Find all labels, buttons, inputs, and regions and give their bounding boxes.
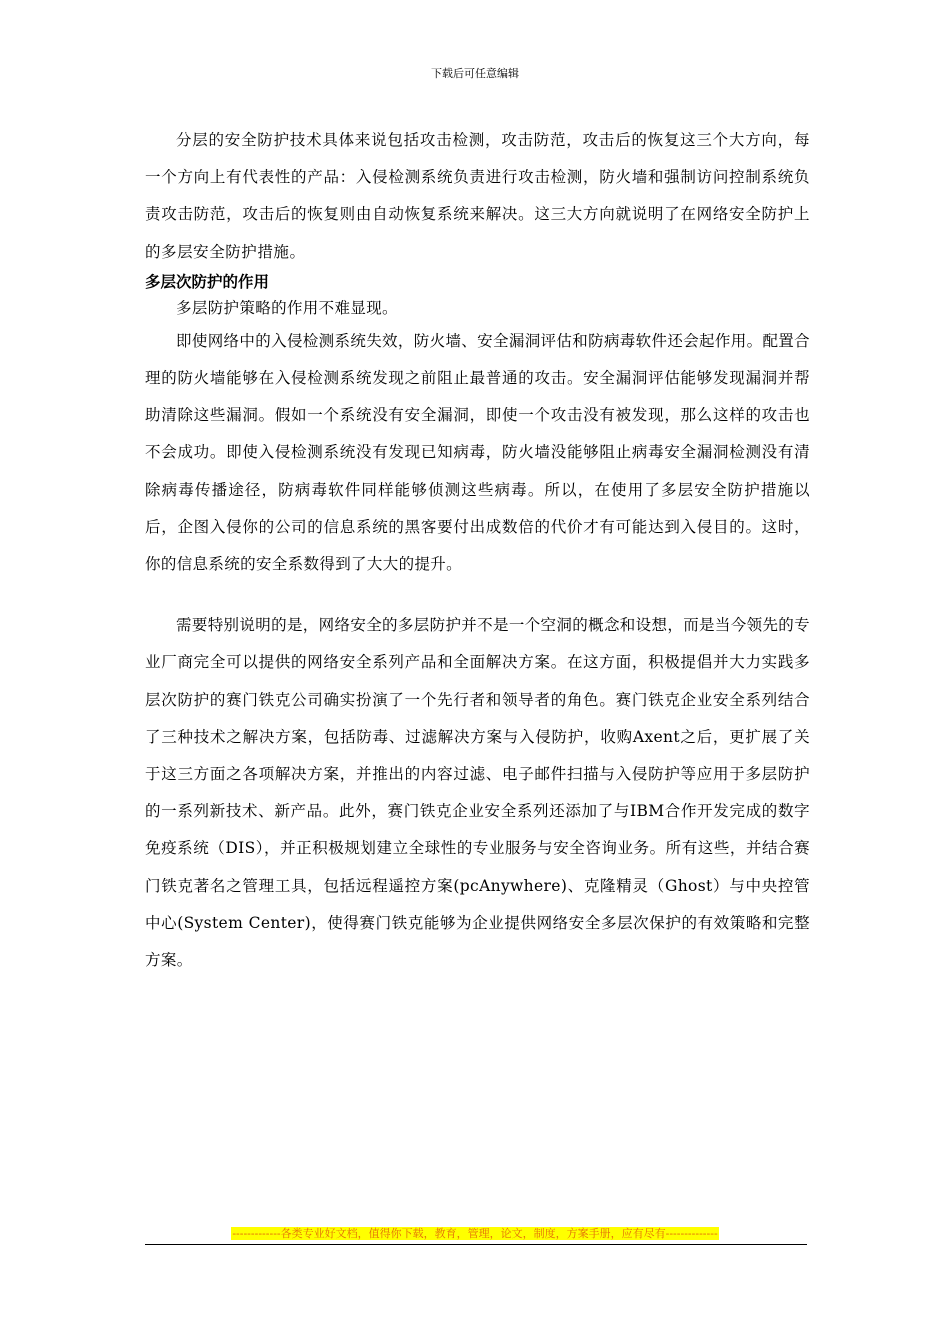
paragraph: 分层的安全防护技术具体来说包括攻击检测，攻击防范，攻击后的恢复这三个大方向，每一个方向上有代表性的产品：入侵检测系统负责进行攻击检测，防火墙和强制访问控制系统负责攻击防范，攻击后的恢复则由自动恢复系统来解决。这三大方向就说明了在网络安全防护上的多层安全防护措施。 xyxy=(145,131,810,261)
paragraph-spacer xyxy=(145,583,810,607)
paragraph: 需要特别说明的是，网络安全的多层防护并不是一个空洞的概念和设想，而是当今领先的专业厂商完全可以提供的网络安全系列产品和全面解决方案。在这方面，积极提倡并大力实践多层次防护的赛门铁克公司确实扮演了一个先行者和领导者的角色。赛门铁克企业安全系列结合了三种技术之解决方案，包括防毒、过滤解决方案与入侵防护，收购Axent之后，更扩展了关于这三方面之各项解决方案，并推出的内容过滤、电子邮件扫描与入侵防护等应用于多层防护的一系列新技术、新产品。此外，赛门铁克企业安全系列还添加了与IBM合作开发完成的数字免疫系统（DIS），并正积极规划建立全球性的专业服务与安全咨询业务。所有这些，并结合赛门铁克著名之管理工具，包括远程遥控方案(pcAnywhere)、克隆精灵（Ghost）与中央控管中心(System Center)，使得赛门铁克能够为企业提供网络安全多层次保护的有效策略和完整方案。 xyxy=(145,616,811,970)
page-header: 下载后可任意编辑 xyxy=(431,67,519,80)
paragraph: 即使网络中的入侵检测系统失效，防火墙、安全漏洞评估和防病毒软件还会起作用。配置合理的防火墙能够在入侵检测系统发现之前阻止最普通的攻击。安全漏洞评估能够发现漏洞并帮助清除这些漏洞。假如一个系统没有安全漏洞，即使一个攻击没有被发现，那么这样的攻击也不会成功。即使入侵检测系统没有发现已知病毒，防火墙没能够阻止病毒安全漏洞检测没有清除病毒传播途径，防病毒软件同样能够侦测这些病毒。所以，在使用了多层安全防护措施以后，企图入侵你的公司的信息系统的黑客要付出成数倍的代价才有可能达到入侵目的。这时，你的信息系统的安全系数得到了大大的提升。 xyxy=(145,331,811,574)
paragraph: 多层防护策略的作用不难显现。 xyxy=(176,298,398,317)
section-heading: 多层次防护的作用 xyxy=(145,272,270,291)
footer-note xyxy=(0,1226,950,1241)
footer-divider xyxy=(145,1244,807,1245)
footer-note-text: -------------各类专业好文档，值得你下载，教育，管理，论文，制度，方案手册，应有尽有-------------- xyxy=(232,1227,718,1240)
document-body xyxy=(145,122,810,979)
